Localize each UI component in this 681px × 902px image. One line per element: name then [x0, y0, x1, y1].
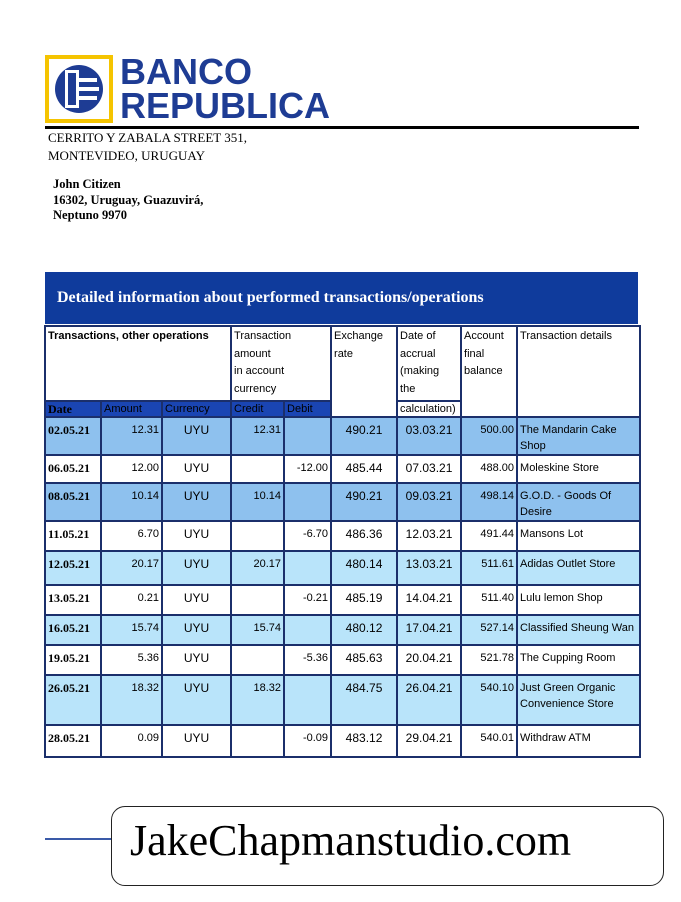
row-exchange-rate: 485.63	[331, 645, 397, 675]
row-currency: UYU	[162, 551, 231, 585]
table-row	[45, 483, 640, 521]
row-details: The Cupping Room	[517, 645, 640, 675]
table-row	[45, 551, 640, 585]
section-banner	[45, 272, 638, 324]
row-balance: 491.44	[461, 521, 517, 551]
header-transaction-details: Transaction details	[517, 326, 640, 417]
row-currency: UYU	[162, 417, 231, 455]
row-amount: 12.00	[101, 455, 162, 483]
header-transactions-group: Transactions, other operations	[45, 326, 231, 401]
row-debit	[284, 615, 331, 645]
header-credit: Credit	[231, 401, 284, 417]
table-row	[45, 615, 640, 645]
table-row	[45, 725, 640, 757]
row-accrual-date: 09.03.21	[397, 483, 461, 521]
table-row	[45, 645, 640, 675]
row-date: 16.05.21	[45, 615, 101, 645]
row-date: 28.05.21	[45, 725, 101, 757]
row-exchange-rate: 484.75	[331, 675, 397, 725]
row-credit	[231, 585, 284, 615]
row-debit: -5.36	[284, 645, 331, 675]
header-transaction-amount	[231, 326, 331, 401]
row-date: 08.05.21	[45, 483, 101, 521]
row-amount: 18.32	[101, 675, 162, 725]
row-amount: 15.74	[101, 615, 162, 645]
header-exchange-line: rate	[334, 347, 353, 360]
row-amount: 0.09	[101, 725, 162, 757]
header-accrual-line: accrual	[400, 347, 436, 360]
header-account-final-balance	[461, 326, 517, 417]
section-title: Detailed information about performed transactions/operations	[57, 289, 484, 306]
row-balance: 511.61	[461, 551, 517, 585]
row-date: 11.05.21	[45, 521, 101, 551]
row-amount: 20.17	[101, 551, 162, 585]
row-credit: 20.17	[231, 551, 284, 585]
table-row	[45, 455, 640, 483]
header-date: Date	[45, 401, 101, 417]
row-balance: 498.14	[461, 483, 517, 521]
row-details: Adidas Outlet Store	[517, 551, 640, 585]
row-debit	[284, 675, 331, 725]
row-debit	[284, 551, 331, 585]
row-accrual-date: 12.03.21	[397, 521, 461, 551]
row-details: Lulu lemon Shop	[517, 585, 640, 615]
row-accrual-date: 20.04.21	[397, 645, 461, 675]
bank-name-line2: REPUBLICA	[120, 85, 331, 126]
header-accrual-line: (making	[400, 365, 440, 377]
header-exchange-rate	[331, 326, 397, 417]
header-amount-line: Transaction	[234, 330, 292, 342]
row-credit	[231, 645, 284, 675]
row-accrual-date: 17.04.21	[397, 615, 461, 645]
row-credit	[231, 725, 284, 757]
row-balance: 500.00	[461, 417, 517, 455]
row-debit: -12.00	[284, 455, 331, 483]
table-row	[45, 675, 640, 725]
table-row	[45, 585, 640, 615]
row-details: The Mandarin Cake Shop	[517, 417, 640, 455]
table-row	[45, 521, 640, 551]
customer-address-line1: 16302, Uruguay, Guazuvirá,	[53, 193, 204, 207]
row-credit	[231, 455, 284, 483]
header-accrual-calculation: calculation)	[397, 401, 461, 417]
row-credit: 10.14	[231, 483, 284, 521]
row-exchange-rate: 490.21	[331, 483, 397, 521]
row-date: 13.05.21	[45, 585, 101, 615]
row-currency: UYU	[162, 455, 231, 483]
row-date: 02.05.21	[45, 417, 101, 455]
row-balance: 540.01	[461, 725, 517, 757]
row-currency: UYU	[162, 645, 231, 675]
row-accrual-date: 14.04.21	[397, 585, 461, 615]
row-exchange-rate: 480.14	[331, 551, 397, 585]
transactions-table	[44, 325, 641, 758]
bank-name-line1: BANCO	[120, 51, 252, 92]
row-amount: 10.14	[101, 483, 162, 521]
row-accrual-date: 13.03.21	[397, 551, 461, 585]
row-currency: UYU	[162, 725, 231, 757]
row-exchange-rate: 485.19	[331, 585, 397, 615]
header-accrual-line: the	[400, 382, 416, 395]
row-exchange-rate: 486.36	[331, 521, 397, 551]
row-accrual-date: 03.03.21	[397, 417, 461, 455]
row-accrual-date: 07.03.21	[397, 455, 461, 483]
watermark-line	[45, 838, 113, 840]
row-details: Just Green Organic Convenience Store	[517, 675, 640, 725]
row-currency: UYU	[162, 521, 231, 551]
header-balance-line: final	[464, 347, 485, 360]
table-row	[45, 417, 640, 455]
row-debit: -0.09	[284, 725, 331, 757]
header-currency: Currency	[162, 401, 231, 417]
row-details: Classified Sheung Wan	[517, 615, 640, 645]
header-accrual-line: Date of	[400, 330, 436, 342]
row-debit	[284, 417, 331, 455]
row-balance: 527.14	[461, 615, 517, 645]
row-date: 12.05.21	[45, 551, 101, 585]
row-details: G.O.D. - Goods Of Desire	[517, 483, 640, 521]
row-accrual-date: 26.04.21	[397, 675, 461, 725]
row-credit: 12.31	[231, 417, 284, 455]
row-balance: 511.40	[461, 585, 517, 615]
header-balance-line: Account	[464, 330, 504, 342]
row-date: 06.05.21	[45, 455, 101, 483]
row-accrual-date: 29.04.21	[397, 725, 461, 757]
row-exchange-rate: 485.44	[331, 455, 397, 483]
watermark-box	[111, 806, 664, 886]
bank-logo-icon	[51, 61, 107, 117]
row-amount: 5.36	[101, 645, 162, 675]
row-debit: -6.70	[284, 521, 331, 551]
row-date: 26.05.21	[45, 675, 101, 725]
table-header-row	[45, 326, 640, 401]
row-balance: 540.10	[461, 675, 517, 725]
row-debit: -0.21	[284, 585, 331, 615]
row-amount: 12.31	[101, 417, 162, 455]
row-balance: 521.78	[461, 645, 517, 675]
row-date: 19.05.21	[45, 645, 101, 675]
bank-logo	[45, 55, 113, 123]
row-amount: 0.21	[101, 585, 162, 615]
header-debit: Debit	[284, 401, 331, 417]
row-exchange-rate: 490.21	[331, 417, 397, 455]
row-currency: UYU	[162, 585, 231, 615]
header-balance-line: balance	[464, 365, 503, 377]
row-credit: 15.74	[231, 615, 284, 645]
bank-address-line1: CERRITO Y ZABALA STREET 351,	[48, 130, 247, 145]
header-amount-line: amount	[234, 347, 271, 360]
row-currency: UYU	[162, 483, 231, 521]
row-amount: 6.70	[101, 521, 162, 551]
customer-address-line2: Neptuno 9970	[53, 208, 127, 222]
header-amount: Amount	[101, 401, 162, 417]
row-credit: 18.32	[231, 675, 284, 725]
row-details: Moleskine Store	[517, 455, 640, 483]
row-details: Mansons Lot	[517, 521, 640, 551]
header-exchange-line: Exchange	[334, 330, 383, 342]
watermark-text: JakeChapmanstudio.com	[130, 816, 572, 865]
row-debit	[284, 483, 331, 521]
header-amount-line: currency	[234, 382, 277, 395]
row-balance: 488.00	[461, 455, 517, 483]
row-credit	[231, 521, 284, 551]
customer-name: John Citizen	[53, 177, 121, 191]
row-exchange-rate: 480.12	[331, 615, 397, 645]
bank-address-line2: MONTEVIDEO, URUGUAY	[48, 148, 205, 163]
header-amount-line: in account	[234, 365, 285, 377]
row-exchange-rate: 483.12	[331, 725, 397, 757]
header-date-of-accrual	[397, 326, 461, 401]
row-currency: UYU	[162, 615, 231, 645]
row-currency: UYU	[162, 675, 231, 725]
row-details: Withdraw ATM	[517, 725, 640, 757]
